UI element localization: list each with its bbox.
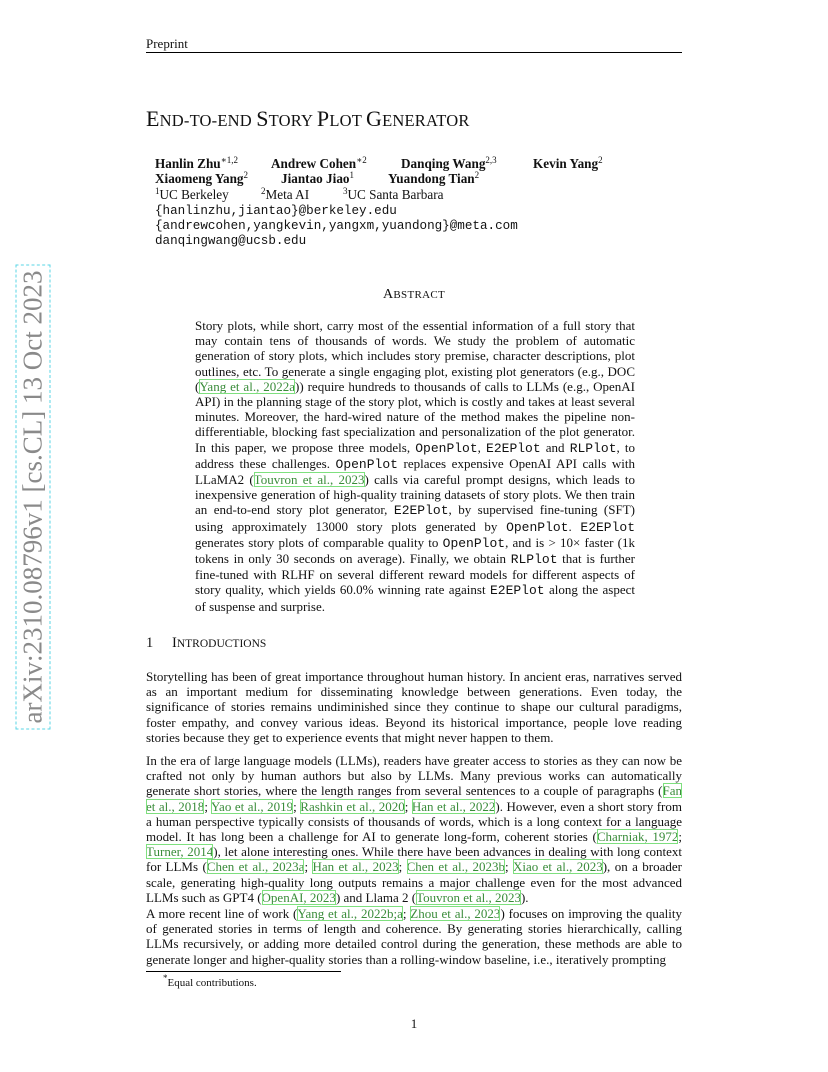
citation-link[interactable]: Chen et al., 2023a — [206, 859, 305, 875]
citation-link[interactable]: Turner, 2014 — [146, 844, 214, 860]
citation-link[interactable]: Yang et al., 2022b;a — [297, 906, 403, 921]
model-name: E2EPlot — [580, 519, 636, 535]
intro-paragraph-1: Storytelling has been of great importance throughout human history. In ancient eras, narratives served as an important medium for disseminating knowledge between generations. Even today, the significance of stories remains undiminished since they continue to shape our cultural paradigms, foster empathy, and convey various ideas. Beyond its historical importance, people love reading stories because they get to experience events that might never happen to them. — [146, 669, 682, 745]
citation-link[interactable]: Fan et al., 2018 — [146, 783, 682, 814]
affiliation: $^1$UC Berkeley — [155, 186, 229, 202]
citation-link[interactable]: Yao et al., 2019 — [210, 798, 294, 814]
email-berkeley: {hanlinzhu,jiantao}@berkeley.edu — [155, 204, 397, 218]
citation-link[interactable]: Yang et al., 2022a — [199, 378, 296, 394]
arxiv-stamp[interactable]: arXiv:2310.08796v1 [cs.CL] 13 Oct 2023 — [18, 267, 49, 728]
citation-link[interactable]: Zhou et al., 2023 — [410, 906, 501, 921]
affiliation: $^2$Meta AI — [261, 186, 310, 202]
author: Xiaomeng Yang$^2$ — [155, 170, 249, 186]
citation-link[interactable]: Han et al., 2022 — [411, 798, 496, 814]
citation-link[interactable]: Touvron et al., 2023 — [253, 472, 365, 488]
author: Andrew Cohen$^{∗2}$ — [271, 155, 367, 171]
citation-link[interactable]: Xiao et al., 2023 — [513, 859, 603, 875]
author: Yuandong Tian$^2$ — [388, 170, 480, 186]
intro-paragraph-2: In the era of large language models (LLMs), readers have greater access to stories as they can now be crafted not only by human authors but also by LLMs. Many previous works can automatically generate short stories, where the length ranges from several sentences to a couple of paragraphs (Fan et al., 2018; Yao et al., 2019; Rashkin et al., 2020; Han et al., 2022). However, even a short story from a human perspective typically consists of thousands of words, which is a long context for a language model. It has long been a challenge for AI to generate long-form, coherent stories (Charniak, 1972; Turner, 2014), let alone interesting ones. While there have been advances in dealing with long context for LLMs (Chen et al., 2023a; Han et al., 2023; Chen et al., 2023b; Xiao et al., 2023), on a broader scale, generating high-quality long outputs remains a major challenge even for the most advanced LLMs such as GPT4 (OpenAI, 2023) and Llama 2 (Touvron et al., 2023). — [146, 753, 683, 905]
author: Danqing Wang$^{2,3}$ — [401, 155, 497, 171]
affiliation: $^3$UC Santa Barbara — [343, 186, 444, 202]
model-name: E2EPlot — [393, 503, 449, 519]
running-head: Preprint — [146, 36, 188, 51]
model-name: E2EPlot — [486, 440, 541, 456]
page-number: 1 — [410, 1016, 418, 1031]
author: Kevin Yang$^2$ — [533, 155, 603, 171]
citation-link[interactable]: OpenAI, 2023 — [261, 889, 336, 905]
citation-link[interactable]: Rashkin et al., 2020 — [300, 798, 405, 814]
model-name: RLPlot — [510, 552, 558, 568]
citation-link[interactable]: Charniak, 1972 — [596, 829, 679, 845]
footnote-rule — [146, 971, 341, 972]
intro-paragraph-3: A more recent line of work (Yang et al., 2022b;a; Zhou et al., 2023) focuses on improving the quality of generated stories in terms of length and coherence. By generating stories hierarchically, calling LLMs recursively, or adding more detailed control during the generation, these methods are able to generate longer and higher-quality stories than a rolling-window baseline, i.e., iteratively prompting — [146, 906, 682, 967]
model-name: OpenPlot — [335, 456, 398, 472]
header-rule — [146, 52, 682, 53]
paper-title: END-TO-END STORY PLOT GENERATOR — [146, 106, 470, 131]
abstract-heading: ABSTRACT — [382, 287, 446, 302]
abstract-body: Story plots, while short, carry most of the essential information of a full story that may contain tens of thousands of words. We study the problem of automatic generation of story plots, which includes story premise, character descriptions, plot outlines, etc. To generate a single engaging plot, existing plot generators (e.g., DOC (Yang et al., 2022a)) require hundreds to thousands of calls to LLMs (e.g., OpenAI API) in the planning stage of the story plot, which is costly and takes at least several minutes. Moreover, the hard-wired nature of the method makes the pipeline non-differentiable, blocking fast specialization and personalization of the plot generator. In this paper, we propose three models, OpenPlot, E2EPlot and RLPlot, to address these challenges. OpenPlot replaces expensive OpenAI API calls with LLaMA2 (Touvron et al., 2023) calls via careful prompt designs, which leads to inexpensive generation of high-quality training datasets of story plots. We then train an end-to-end story plot generator, E2EPlot, by supervised fine-tuning (SFT) using approximately 13000 story plots generated by OpenPlot. E2EPlot generates story plots of comparable quality to OpenPlot, and is > 10× faster (1k tokens in only 30 seconds on average). Finally, we obtain RLPlot that is further fine-tuned with RLHF on several different reward models for different aspects of story quality, which yields 60.0% winning rate against E2EPlot along the aspect of suspense and surprise. — [195, 318, 636, 614]
citation-link[interactable]: Touvron et al., 2023 — [416, 889, 521, 905]
author: Hanlin Zhu$^{∗1,2}$ — [155, 155, 238, 171]
footnote: *Equal contributions. — [163, 973, 257, 989]
email-ucsb: danqingwang@ucsb.edu — [155, 234, 307, 248]
citation-link[interactable]: Han et al., 2023 — [312, 859, 399, 875]
citation-link[interactable]: Chen et al., 2023b — [406, 859, 505, 875]
model-name: OpenPlot — [415, 440, 478, 456]
model-name: OpenPlot — [442, 535, 506, 551]
email-meta: {andrewcohen,yangkevin,yangxm,yuandong}@meta.com — [155, 219, 518, 233]
model-name: E2EPlot — [489, 583, 545, 599]
author: Jiantao Jiao$^1$ — [281, 170, 355, 186]
model-name: RLPlot — [569, 440, 617, 456]
model-name: OpenPlot — [506, 519, 569, 535]
section-heading: 1 INTRODUCTIONS — [146, 635, 267, 651]
